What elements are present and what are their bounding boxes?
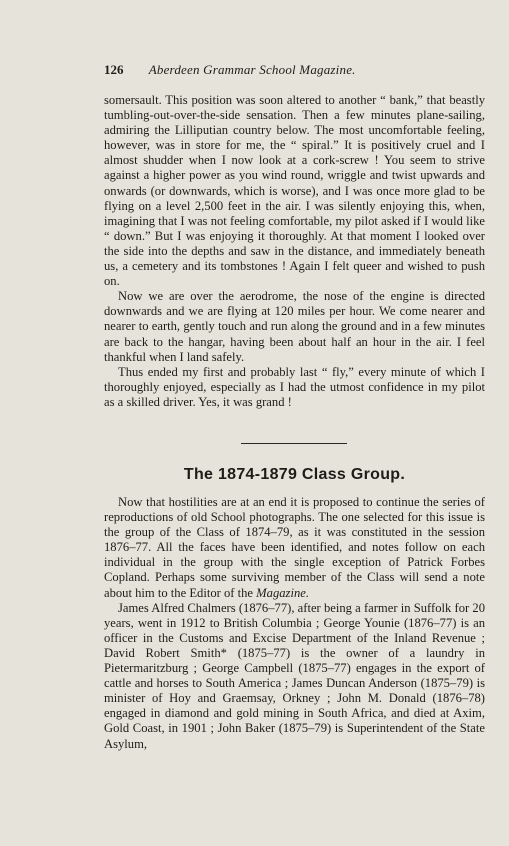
running-header [104,62,484,78]
article-paragraph: Thus ended my first and probably last “ fly,” every minute of which I thoroughly enjoyed, especially as I had the utmost confidence in my pilot as a skilled driver. Yes, it was grand ! [104,364,485,409]
section-heading: The 1874-1879 Class Group. [183,466,406,483]
article-paragraph [104,495,485,601]
paragraph-text: Now that hostilities are at an end it is proposed to continue the series of reproductions of old School photographs. The one selected for this issue is the group of the Class of 1874–79, as it was constituted in the session 1876–77. All the faces have been identified, and notes follow on each individual in the group with the single exception of Patrick Forbes Copland. Perhaps some surviving member of the Class will send a note about him to the Editor of the [104,495,485,600]
running-title: Aberdeen Grammar School Magazine. [148,62,356,77]
magazine-title-italic: Magazine. [256,585,309,600]
article-paragraph: Now we are over the aerodrome, the nose of the engine is directed downwards and we are flying at 120 miles per hour. We come nearer and nearer to earth, gently touch and run along the ground and in a few minutes are back to the hangar, having been about half an hour in the air. I feel thankful when I land safely. [104,289,485,364]
article-paragraph: James Alfred Chalmers (1876–77), after being a farmer in Suffolk for 20 years, went in 1912 to British Columbia ; George Younie (1876–77) is an officer in the Customs and Excise Department of the Inland Revenue ; David Robert Smith* (1875–77) is the owner of a laundry in Pietermaritzburg ; George Campbell (1875–77) engages in the export of cattle and horses to South America ; James Duncan Anderson (1875–79) is minister of Hoy and Graemsay, Orkney ; John M. Donald (1876–78) engaged in diamond and gold mining in South Africa, and died at Axim, Gold Coast, in 1901 ; John Baker (1875–79) is Superintendent of the State Asylum, [104,600,485,751]
article-paragraph: somersault. This position was soon altered to another “ bank,” that beastly tumbling-out-over-the-side sensation. Then a few minutes plane-sailing, admiring the Lilliputian country below. The most uncomfortable feeling, however, was in store for me, the “ spiral.” It is positively cruel and I almost shudder when I now look at a cork-screw ! You seem to strive against a higher power as you wind round, wriggle and twist upwards and onwards (or downwards, which is worse), and I was once more glad to be flying on a level 2,500 feet in the air. I was silently enjoying this, when, imagining that I was not feeling comfortable, my pilot asked if I would like “ down.” But I was enjoying it thoroughly. At that moment I looked over the side into the depths and saw in the distance, and immediately beneath us, a cemetery and its tombstones ! Again I felt queer and wished to push on. [104,93,485,289]
page-number: 126 [104,62,124,77]
class-group-article [104,495,485,752]
article-continuation [104,93,485,410]
section-divider [241,443,347,444]
